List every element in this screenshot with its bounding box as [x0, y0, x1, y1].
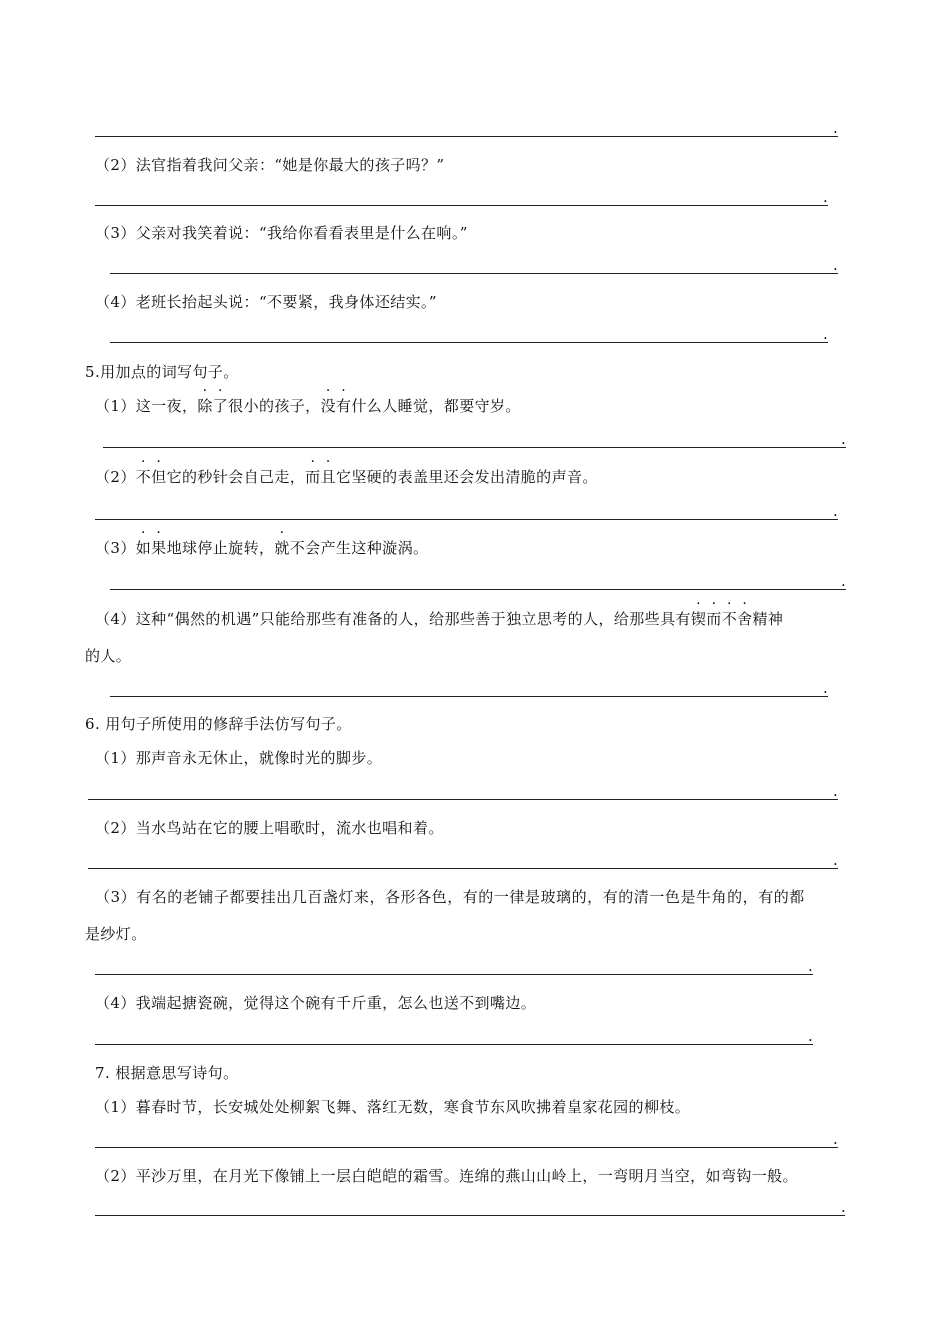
- line-end-period: .: [841, 572, 847, 590]
- answer-line[interactable]: [110, 696, 828, 697]
- q4-item-3: （3）父亲对我笑着说：“我给你看看表里是什么在响。”: [95, 224, 468, 242]
- q5-item-3: [95, 538, 428, 558]
- emphasized-char: 而: [706, 610, 722, 628]
- q5-item-4: [95, 609, 783, 629]
- q6-item-4: （4）我端起搪瓷碗，觉得这个碗有千斤重，怎么也送不到嘴边。: [95, 994, 537, 1012]
- q6-title: 6. 用句子所使用的修辞手法仿写句子。: [85, 715, 352, 733]
- answer-line[interactable]: [110, 273, 838, 274]
- q6-item-2: （2）当水鸟站在它的腰上唱歌时，流水也唱和着。: [95, 819, 444, 837]
- q5-item-4-suffix: 精神: [752, 610, 784, 628]
- q5-item-1: [95, 396, 521, 416]
- answer-line[interactable]: [95, 519, 838, 520]
- emphasized-char: 有: [335, 397, 352, 415]
- q7-title: 7. 根据意思写诗句。: [95, 1064, 239, 1082]
- emphasized-char: 且: [320, 468, 336, 486]
- q5-item-3-prefix: （3）: [95, 539, 136, 557]
- emphasized-char: 没: [320, 397, 336, 415]
- line-end-period: .: [833, 851, 839, 869]
- answer-line[interactable]: [103, 447, 846, 448]
- emphasized-char: 果: [151, 539, 167, 557]
- q7-item-2: （2）平沙万里，在月光下像铺上一层白皑皑的霜雪。连绵的燕山山岭上，一弯明月当空，如弯钩一般。: [95, 1167, 798, 1185]
- emphasized-char: 了: [212, 397, 229, 415]
- answer-line[interactable]: [95, 974, 813, 975]
- answer-line[interactable]: [110, 342, 828, 343]
- line-end-period: .: [823, 325, 829, 343]
- q5-item-3-suffix: 不会产生这种漩涡。: [289, 539, 429, 557]
- line-end-period: .: [823, 679, 829, 697]
- emphasized-char: 但: [151, 468, 167, 486]
- emphasized-char: 除: [197, 397, 213, 415]
- q5-item-4-line2: 的人。: [85, 647, 132, 665]
- q6-item-3-line2: 是纱灯。: [85, 925, 147, 943]
- q5-item-1-suffix: 什么人睡觉，都要守岁。: [351, 397, 521, 415]
- answer-line[interactable]: [88, 868, 838, 869]
- line-end-period: .: [841, 1198, 847, 1216]
- answer-line[interactable]: [95, 205, 828, 206]
- q5-item-1-prefix: （1）这一夜，: [95, 397, 198, 415]
- q5-item-2-prefix: （2）: [95, 468, 136, 486]
- line-end-period: .: [841, 430, 847, 448]
- q4-item-2: （2）法官指着我问父亲：“她是你最大的孩子吗？”: [95, 156, 445, 174]
- emphasized-char: 如: [135, 539, 152, 557]
- q4-item-4: （4）老班长抬起头说：“不要紧，我身体还结实。”: [95, 293, 437, 311]
- line-end-period: .: [823, 188, 829, 206]
- line-end-period: .: [808, 1027, 814, 1045]
- emphasized-char: 不: [721, 610, 738, 628]
- line-end-period: .: [833, 1130, 839, 1148]
- q5-item-3-mid: 地球停止旋转，: [166, 539, 275, 557]
- answer-line[interactable]: [95, 1215, 845, 1216]
- emphasized-char: 舍: [737, 610, 753, 628]
- emphasized-char: 而: [305, 468, 321, 486]
- line-end-period: .: [833, 119, 839, 137]
- q5-item-2-suffix: 它坚硬的表盖里还会发出清脆的声音。: [335, 468, 598, 486]
- line-end-period: .: [808, 957, 814, 975]
- line-end-period: .: [833, 502, 839, 520]
- line-end-period: .: [833, 782, 839, 800]
- emphasized-char: 不: [135, 468, 152, 486]
- q6-item-3-line1: （3）有名的老铺子都要挂出几百盏灯来，各形各色，有的一律是玻璃的，有的清一色是牛角的，有的都: [95, 888, 805, 906]
- q5-title: 5.用加点的词写句子。: [85, 363, 239, 381]
- q5-item-2: [95, 467, 598, 487]
- q7-item-1: （1）暮春时节，长安城处处柳絮飞舞、落红无数，寒食节东风吹拂着皇家花园的柳枝。: [95, 1098, 691, 1116]
- emphasized-char: 就: [274, 539, 290, 557]
- answer-line[interactable]: [110, 589, 846, 590]
- answer-line[interactable]: [95, 136, 838, 137]
- q5-item-2-mid: 它的秒针会自己走，: [166, 468, 306, 486]
- answer-line[interactable]: [95, 1044, 813, 1045]
- emphasized-char: 锲: [690, 610, 707, 628]
- q6-item-1: （1）那声音永无休止，就像时光的脚步。: [95, 749, 383, 767]
- answer-line[interactable]: [95, 1147, 838, 1148]
- q5-item-1-mid: 很小的孩子，: [228, 397, 321, 415]
- q5-item-4-prefix: （4）这种“偶然的机遇”只能给那些有准备的人，给那些善于独立思考的人，给那些具有: [95, 610, 691, 628]
- answer-line[interactable]: [88, 799, 838, 800]
- line-end-period: .: [833, 256, 839, 274]
